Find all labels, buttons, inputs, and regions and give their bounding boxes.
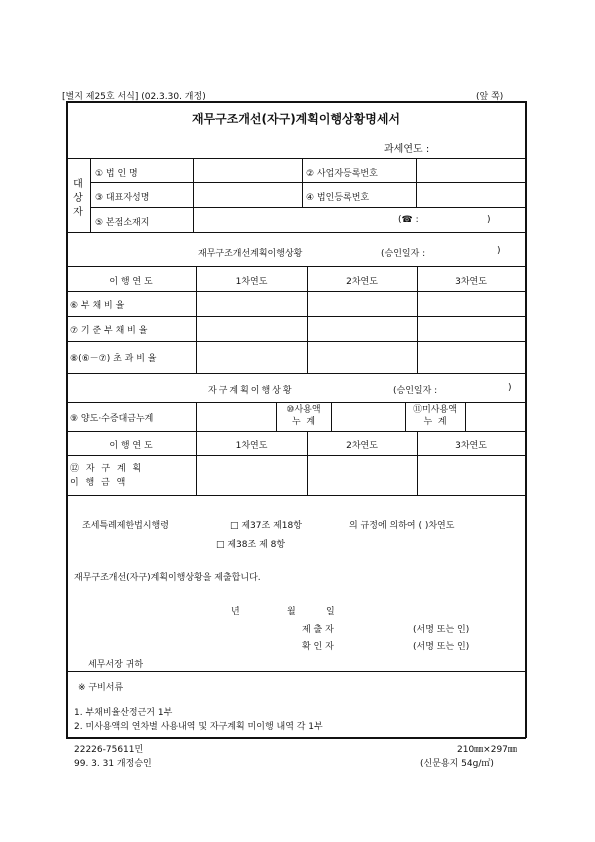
plan-section-title: 재무구조개선계획이행상황 — [198, 249, 303, 259]
date-year: 년 — [231, 607, 240, 617]
submitter-sign: (서명 또는 인) — [413, 625, 470, 635]
form-number: [별지 제25호 서식] (02.3.30. 개정) — [62, 92, 206, 102]
self-approval-label: (승인일자 : — [393, 386, 438, 396]
plan-year-label: 이 행 연 도 — [109, 277, 153, 287]
attachments-divider — [66, 671, 526, 672]
plan-approval-close: ) — [497, 246, 501, 256]
footer-paper: (신문용지 54g/㎡) — [420, 759, 494, 769]
excess-ratio-label: ⑧(⑥－⑦) 초 과 비 율 — [70, 354, 157, 364]
option-article-37[interactable]: □ 제37조 제18항 — [230, 521, 302, 531]
footer-code: 22226-75611민 — [74, 745, 144, 755]
option-article-38[interactable]: □ 제38조 제 8항 — [216, 540, 286, 550]
self-year-1: 1차연도 — [235, 441, 268, 451]
addressee: 세무서장 귀하 — [88, 660, 144, 670]
attachment-item: 2. 미사용액의 연차별 사용내역 및 자구계획 미이행 내역 각 1부 — [74, 722, 323, 732]
hq-address-label: ⑤ 본점소재지 — [95, 218, 150, 228]
law-name: 조세특례제한법시행령 — [82, 521, 169, 531]
plan-year-1: 1차연도 — [235, 277, 268, 287]
debt-ratio-label: ⑥ 부 채 비 율 — [70, 301, 125, 311]
submitter-label: 제 출 자 — [302, 625, 334, 635]
corp-name-label: ① 법 인 명 — [95, 169, 138, 179]
date-day: 일 — [326, 607, 335, 617]
rep-name-label: ③ 대표자성명 — [95, 193, 150, 203]
self-section-title: 자구계획이행상황 — [208, 386, 294, 396]
date-month: 월 — [287, 607, 296, 617]
corp-reg-no-label: ④ 법인등록번호 — [306, 193, 370, 203]
tax-year-label: 과세연도 : — [384, 144, 430, 155]
submit-sentence: 재무구조개선(자구)계획이행상황을 제출합니다. — [74, 573, 261, 583]
plan-approval-label: (승인일자 : — [381, 249, 426, 259]
phone-close: ) — [487, 215, 491, 225]
pursuant-text: 의 규정에 의하여 ( )차연도 — [349, 521, 455, 531]
used-total-label: ⑩사용액 누 계 — [286, 405, 321, 427]
footer-size: 210㎜×297㎜ — [457, 745, 517, 755]
form-title: 재무구조개선(자구)계획이행상황명세서 — [191, 112, 401, 126]
base-debt-ratio-label: ⑦ 기 준 부 채 비 율 — [70, 326, 148, 336]
self-approval-close: ) — [508, 383, 512, 393]
attachment-item: 1. 부채비율산정근거 1부 — [74, 708, 173, 718]
self-year-label: 이 행 연 도 — [109, 441, 153, 451]
self-year-3: 3차연도 — [455, 441, 487, 451]
unused-total-label: ⑪미사용액 누 계 — [413, 405, 457, 427]
confirmer-sign: (서명 또는 인) — [413, 642, 470, 652]
self-plan-amount-label: ⑫ 자 구 계 획 이 행 금 액 — [70, 464, 144, 488]
plan-year-2: 2차연도 — [346, 277, 378, 287]
biz-reg-no-label: ② 사업자등록번호 — [306, 169, 378, 179]
transfer-total-label: ⑨ 양도·수증대금누계 — [70, 414, 154, 424]
page-side: (앞 쪽) — [476, 92, 504, 102]
confirmer-label: 확 인 자 — [302, 642, 334, 652]
phone-label: (☎ : — [398, 215, 419, 225]
plan-year-3: 3차연도 — [455, 277, 487, 287]
footer-approval: 99. 3. 31 개정승인 — [74, 759, 152, 769]
attachments-header: ※ 구비서류 — [78, 683, 124, 693]
self-year-2: 2차연도 — [346, 441, 378, 451]
subject-group-label: 대 상 자 — [73, 179, 83, 218]
